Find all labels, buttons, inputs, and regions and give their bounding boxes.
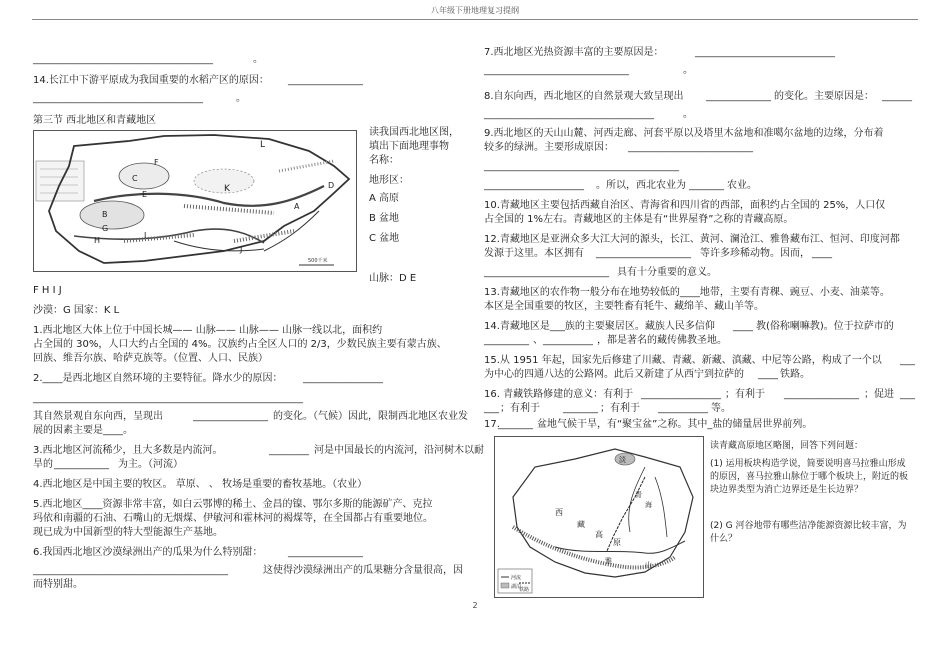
- map-instruction: 读我国西北地区图，: [369, 127, 459, 138]
- question-9: 较多的绿洲。主要形成原因：: [484, 142, 614, 153]
- text: 。: [683, 65, 693, 76]
- map-question-1: (1) 运用板块构造学说，简要说明喜马拉雅山形成的原因，喜马拉雅山脉位于哪个板块上，附近的板块边界类型为消亡边界还是生长边界？: [710, 459, 909, 495]
- blank-line: _______: [498, 419, 533, 430]
- question-12: 等许多珍稀动物。因而，: [700, 248, 810, 259]
- question-8: 的变化。主要原因是：: [774, 91, 874, 102]
- section-heading: 第三节 西北地区和青藏地区: [33, 115, 157, 126]
- label-B: B: [102, 210, 108, 219]
- question-16: ；有利于: [725, 389, 765, 400]
- question-15: 15.从 1951 年起，国家先后修建了川藏、青藏、新藏、滇藏、中尼等公路，构成了一个以: [484, 355, 882, 366]
- question-12: 具有十分重要的意义。: [617, 267, 717, 278]
- terrain-c: C 盆地: [369, 233, 400, 244]
- label-C: C: [132, 174, 138, 183]
- question-2: 2.____是西北地区自然环境的主要特征。降水少的原因：: [33, 373, 283, 384]
- question-6b: 而特别甜。: [33, 579, 83, 590]
- blank-line: _______: [563, 403, 598, 414]
- question-5: 5.西北地区____资源非常丰富，如白云鄂博的稀土、金昌的镍、鄂尔多斯的能源矿产、克拉: [33, 499, 433, 510]
- question-12: 12.青藏地区是亚洲众多大江大河的源头，长江、黄河、澜沧江、雅鲁藏布江、恒河、印度河都: [484, 234, 900, 245]
- label-xi: 西: [555, 508, 563, 517]
- blank-line: __________________________________: [33, 93, 203, 104]
- question-4: 4.西北地区是中国主要的牧区。 草原、 、 牧场是重要的畜牧基地。（农业）: [33, 479, 368, 490]
- lake-label: 淡: [619, 456, 626, 464]
- question-9b: 。所以，西北农业为: [596, 180, 686, 191]
- question-6: 6.我国西北地区沙漠绿洲出产的瓜果为什么特别甜：: [33, 547, 263, 558]
- question-14: 14.长江中下游平原成为我国重要的水稻产区的原因：: [33, 75, 269, 86]
- label-yuan: 原: [613, 538, 621, 547]
- label-F: F: [154, 158, 159, 167]
- legend-lake: 湖泊: [511, 584, 522, 590]
- text: 。: [236, 93, 246, 104]
- map-instruction: 填出下面地理事物: [369, 141, 449, 152]
- label-D: D: [328, 181, 335, 190]
- question-12: 发源于这里。本区拥有: [484, 248, 584, 259]
- label-ya: 雅: [605, 557, 612, 565]
- terrain-b: B 盆地: [369, 213, 400, 224]
- label-E: E: [142, 190, 148, 199]
- label-gao: 高: [595, 530, 603, 539]
- blank-line: ___: [900, 355, 915, 366]
- label-qing: 青: [635, 491, 642, 499]
- blank-line: _______________: [288, 75, 363, 86]
- blank-line: ___: [484, 403, 499, 414]
- legend-river: 河流: [511, 575, 522, 581]
- blank-line: __________: [658, 403, 708, 414]
- northwest-region-map: [33, 130, 357, 272]
- question-3: 3.西北地区河流稀少，且大多数是内流河。: [33, 445, 223, 456]
- text: 。: [253, 54, 263, 65]
- mountains-de: 山脉：D E: [369, 273, 417, 284]
- question-1: 1.西北地区大体上位于中国长城—— 山脉—— 山脉—— 山脉一线以北，面积约: [33, 325, 383, 336]
- blank-line: ____________________________: [695, 47, 835, 58]
- question-14: 14.青藏地区是___族的主要聚居区。藏族人民多信仰: [484, 321, 715, 332]
- label-zang: 藏: [577, 520, 585, 529]
- question-5: 现已成为中国新型的特大型能源生产基地。: [33, 527, 223, 538]
- question-15: 铁路。: [780, 369, 810, 380]
- question-15: 为中心的四通八达的公路网。此后又新建了从西宁到拉萨的: [484, 369, 744, 380]
- question-14: 教(俗称喇嘛教)。位于拉萨市的: [756, 321, 894, 332]
- blank-line: _______________________________________: [484, 161, 679, 172]
- question-17: 17.: [484, 419, 500, 430]
- blank-line: ____: [733, 321, 753, 332]
- terrain-heading: 地形区：: [369, 175, 409, 186]
- blank-line: ___: [900, 389, 915, 400]
- blank-line: _________________________: [628, 142, 753, 153]
- question-2b: 的变化。（气候）因此，限制西北地区农业发: [273, 411, 468, 422]
- mountains-fhij: F H I J: [33, 285, 62, 296]
- blank-line: _________: [484, 335, 529, 346]
- question-13: 本区是全国重要的牧区，主要牲畜有牦牛、藏绵羊、藏山羊等。: [484, 301, 764, 312]
- blank-line: ______: [882, 91, 912, 102]
- question-7: 7.西北地区光热资源丰富的主要原因是：: [484, 47, 664, 58]
- label-I: I: [144, 231, 147, 240]
- question-10: 占全国的 1%左右。青藏地区的主体是有“世界屋脊”之称的青藏高原。: [484, 214, 794, 225]
- tibet-map-graphic: [495, 437, 703, 597]
- desert-countries: 沙漠：G 国家：K L: [33, 305, 120, 316]
- label-J: J: [240, 245, 243, 254]
- question-9b: 农业。: [727, 180, 757, 191]
- map-question-intro: 读青藏高原地区略图，回答下列问题：: [710, 441, 864, 451]
- label-hai: 海: [645, 501, 652, 509]
- terrain-a: A 高原: [369, 193, 400, 204]
- blank-line: ________: [269, 445, 309, 456]
- legend-railway: 铁路: [519, 587, 530, 593]
- question-1: 回族、维吾尔族、哈萨克族等。（位置、人口、民族）: [33, 353, 268, 364]
- question-16: ；有利于: [500, 403, 540, 414]
- question-10: 10.青藏地区主要包括西藏自治区、青海省和四川省的西部，面积约占全国的 25%，人口仅: [484, 200, 886, 211]
- blank-line: ______________________________________________________: [33, 393, 303, 404]
- blank-line: ___________________: [596, 248, 691, 259]
- question-13: 13.青藏地区的农作物一般分布在地势较低的____地带，主要有青稞、豌豆、小麦、油菜等。: [484, 287, 890, 298]
- question-3: 为主。（河流）: [118, 459, 183, 470]
- map-instruction: 名称：: [369, 155, 399, 166]
- label-shan: 山: [645, 561, 652, 569]
- question-16: ；有利于: [600, 403, 640, 414]
- question-2b: 展的因素主要是____。: [33, 425, 133, 436]
- label-H: H: [94, 236, 101, 245]
- question-1: 占全国的 30%，人口大约占全国的 4%。汉族约占全区人口的 2/3，少数民族主要有蒙古族、: [33, 339, 447, 350]
- blank-line: _______________________________________: [33, 565, 228, 576]
- label-A: A: [294, 202, 300, 211]
- question-2b: 其自然景观自东向西，呈现出: [33, 411, 163, 422]
- question-8: 8.自东向西，西北地区的自然景观大致呈现出: [484, 91, 684, 102]
- map-question-2: (2) G 河谷地带有哪些洁净能源资源比较丰富，为什么？: [710, 521, 907, 544]
- question-14: 、: [533, 335, 543, 346]
- qinghai-tibet-map: [494, 436, 704, 598]
- question-3: 河是中国最长的内流河，沿河树木以耐: [314, 445, 484, 456]
- blank-line: ____: [812, 248, 832, 259]
- page-number: 2: [472, 601, 478, 610]
- blank-line: _______________: [193, 411, 268, 422]
- blank-line: ____________________: [484, 180, 584, 191]
- blank-line: _____________: [706, 91, 771, 102]
- page-header: 八年级下册地理复习提纲: [431, 6, 519, 15]
- map-scale-label: 500千米: [308, 258, 328, 264]
- question-16: 等。: [711, 403, 731, 414]
- blank-line: _______________: [784, 389, 859, 400]
- question-17: 盆地气候干旱，有“聚宝盆”之称。其中_盐的储量居世界前列。: [537, 419, 813, 430]
- blank-line: ____________________________________: [33, 54, 213, 65]
- text: 。: [683, 109, 693, 120]
- header-rule: [32, 19, 918, 20]
- blank-line: _____________________________: [484, 65, 629, 76]
- question-14: ，都是著名的藏传佛教圣地。: [597, 335, 727, 346]
- blank-line: ________________: [641, 389, 721, 400]
- label-L: L: [260, 140, 266, 150]
- blank-line: _______: [689, 180, 724, 191]
- label-K: K: [224, 184, 230, 194]
- blank-line: ____: [758, 369, 778, 380]
- blank-line: _________________________: [484, 267, 609, 278]
- question-6b: 这使得沙漠绿洲出产的瓜果糖分含量很高，因: [263, 565, 463, 576]
- label-G: G: [102, 224, 109, 233]
- blank-line: __________________________________: [484, 109, 654, 120]
- question-16: 16. 青藏铁路修建的意义：有利于: [484, 389, 634, 400]
- northwest-map-graphic: [34, 131, 356, 271]
- question-5: 玛依和南疆的石油、石嘴山的无烟煤、伊敏河和霍林河的褐煤等，在全国都占有重要地位。: [33, 513, 433, 524]
- blank-line: ________________: [303, 373, 383, 384]
- blank-line: ___________: [54, 459, 109, 470]
- question-9: 9.西北地区的天山山麓、河西走廊、河套平原以及塔里木盆地和准噶尔盆地的边缘，分布着: [484, 128, 884, 139]
- question-16: ；促进: [864, 389, 894, 400]
- blank-line: __________: [543, 335, 593, 346]
- blank-line: _______________: [288, 547, 363, 558]
- question-3: 旱的: [33, 459, 53, 470]
